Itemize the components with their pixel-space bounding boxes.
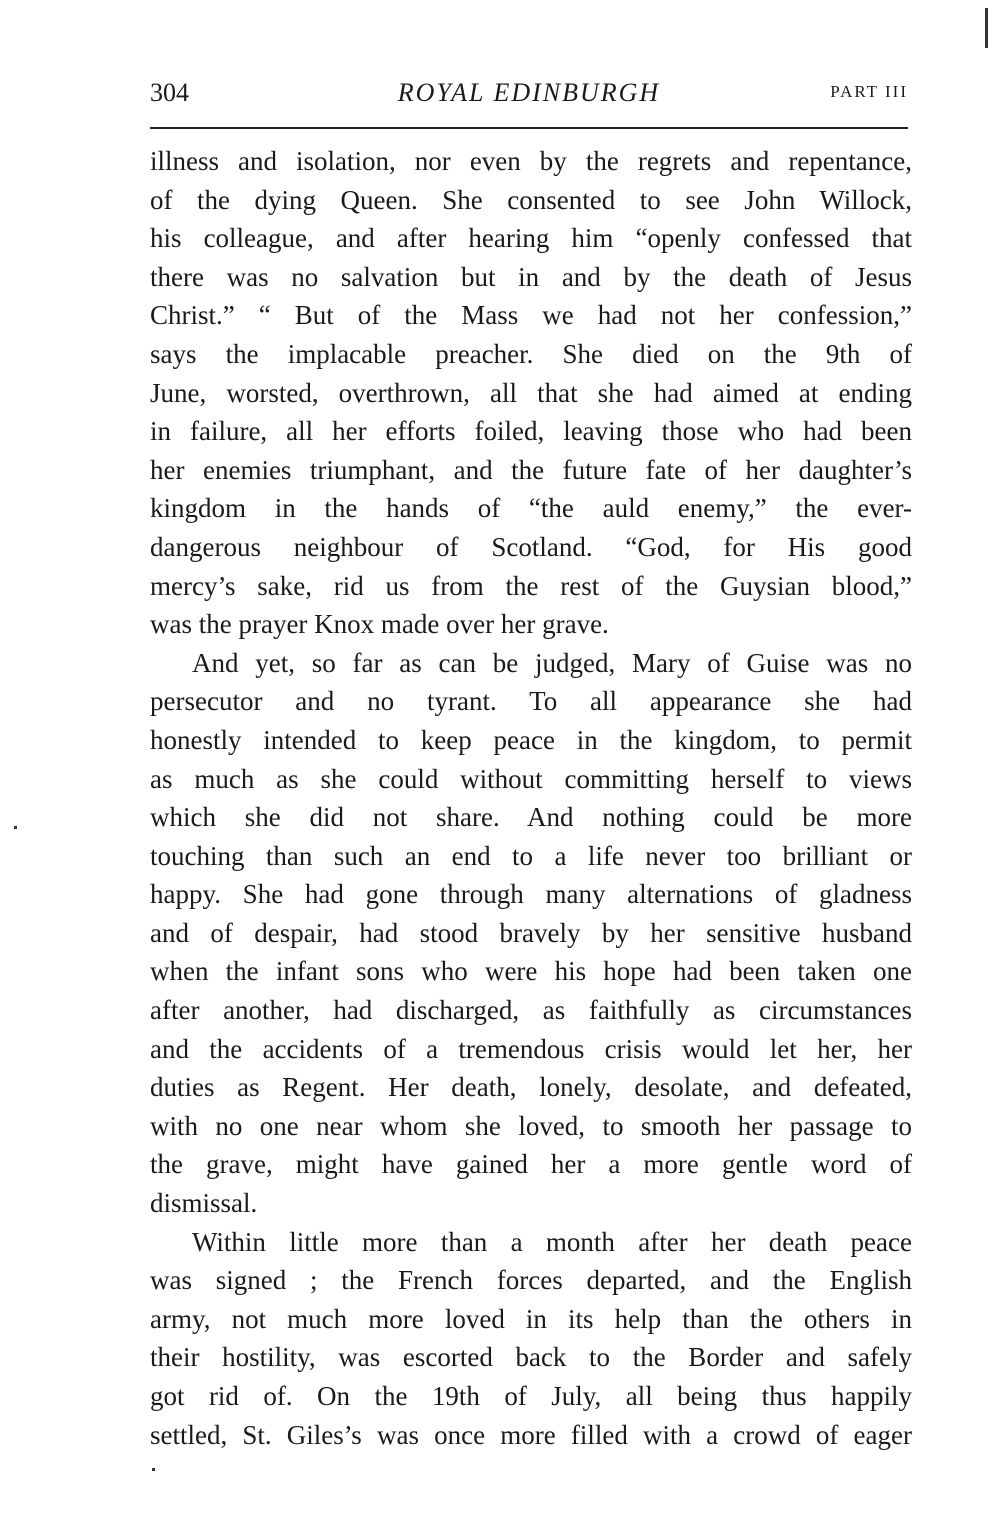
text-line: with no one near whom she loved, to smooth her passage to <box>150 1110 912 1141</box>
text-line: after another, had discharged, as faithfully as circumstances <box>150 995 912 1026</box>
text-line: of the dying Queen. She consented to see John Willock, <box>150 184 912 215</box>
header-rule <box>150 127 908 129</box>
running-head <box>150 78 908 114</box>
text-line: dangerous neighbour of Scotland. “God, for His good <box>150 531 912 562</box>
paragraph-1 <box>150 142 912 644</box>
text-line: says the implacable preacher. She died on the 9th of <box>150 338 912 369</box>
text-line: got rid of. On the 19th of July, all being thus happily <box>150 1381 912 1411</box>
text-line: her enemies triumphant, and the future fate of her daughter’s <box>150 454 912 485</box>
text-line: illness and isolation, nor even by the regrets and repentance, <box>150 146 912 176</box>
text-line: persecutor and no tyrant. To all appearance she had <box>150 686 912 717</box>
text-line: Within little more than a month after her death peace <box>192 1226 912 1257</box>
text-line: and the accidents of a tremendous crisis would let her, her <box>150 1033 912 1064</box>
text-line: dismissal. <box>150 1188 258 1219</box>
text-line: touching than such an end to a life never too brilliant or <box>150 840 912 871</box>
text-line: in failure, all her efforts foiled, leaving those who had been <box>150 416 912 447</box>
scan-speck <box>152 1468 155 1471</box>
text-line: kingdom in the hands of “the auld enemy,” the ever- <box>150 493 912 524</box>
text-line: as much as she could without committing herself to views <box>150 763 912 794</box>
text-line: honestly intended to keep peace in the kingdom, to permit <box>150 724 912 755</box>
text-line: June, worsted, overthrown, all that she had aimed at ending <box>150 377 912 408</box>
text-line: which she did not share. And nothing could be more <box>150 802 912 833</box>
book-title: ROYAL EDINBURGH <box>397 78 661 107</box>
page-number: 304 <box>150 78 189 107</box>
text-line: mercy’s sake, rid us from the rest of the Guysian blood,” <box>150 570 912 601</box>
text-line: happy. She had gone through many alternations of gladness <box>150 879 912 910</box>
text-line: was the prayer Knox made over her grave. <box>150 609 609 640</box>
text-line: the grave, might have gained her a more gentle word of <box>150 1149 912 1180</box>
text-line: when the infant sons who were his hope had been taken one <box>150 956 912 987</box>
part-label: PART III <box>830 82 908 101</box>
text-line: army, not much more loved in its help than the others in <box>150 1303 912 1334</box>
text-line: and of despair, had stood bravely by her sensitive husband <box>150 917 912 948</box>
text-line: settled, St. Giles’s was once more filled with a crowd of eager <box>150 1419 912 1450</box>
text-line: Christ.” “ But of the Mass we had not her confession,” <box>150 300 912 331</box>
text-line: his colleague, and after hearing him “openly confessed that <box>150 223 912 254</box>
text-line: there was no salvation but in and by the death of Jesus <box>150 261 912 292</box>
paragraph-2 <box>150 644 912 1223</box>
text-line: was signed ; the French forces departed, and the English <box>150 1265 912 1296</box>
paragraph-3 <box>150 1223 912 1455</box>
text-line: duties as Regent. Her death, lonely, desolate, and defeated, <box>150 1072 912 1103</box>
scan-speck <box>14 826 17 829</box>
scan-edge-mark <box>985 8 988 48</box>
text-line: And yet, so far as can be judged, Mary of Guise was no <box>192 647 912 678</box>
body-text <box>150 142 912 1454</box>
text-line: their hostility, was escorted back to the Border and safely <box>150 1342 912 1373</box>
